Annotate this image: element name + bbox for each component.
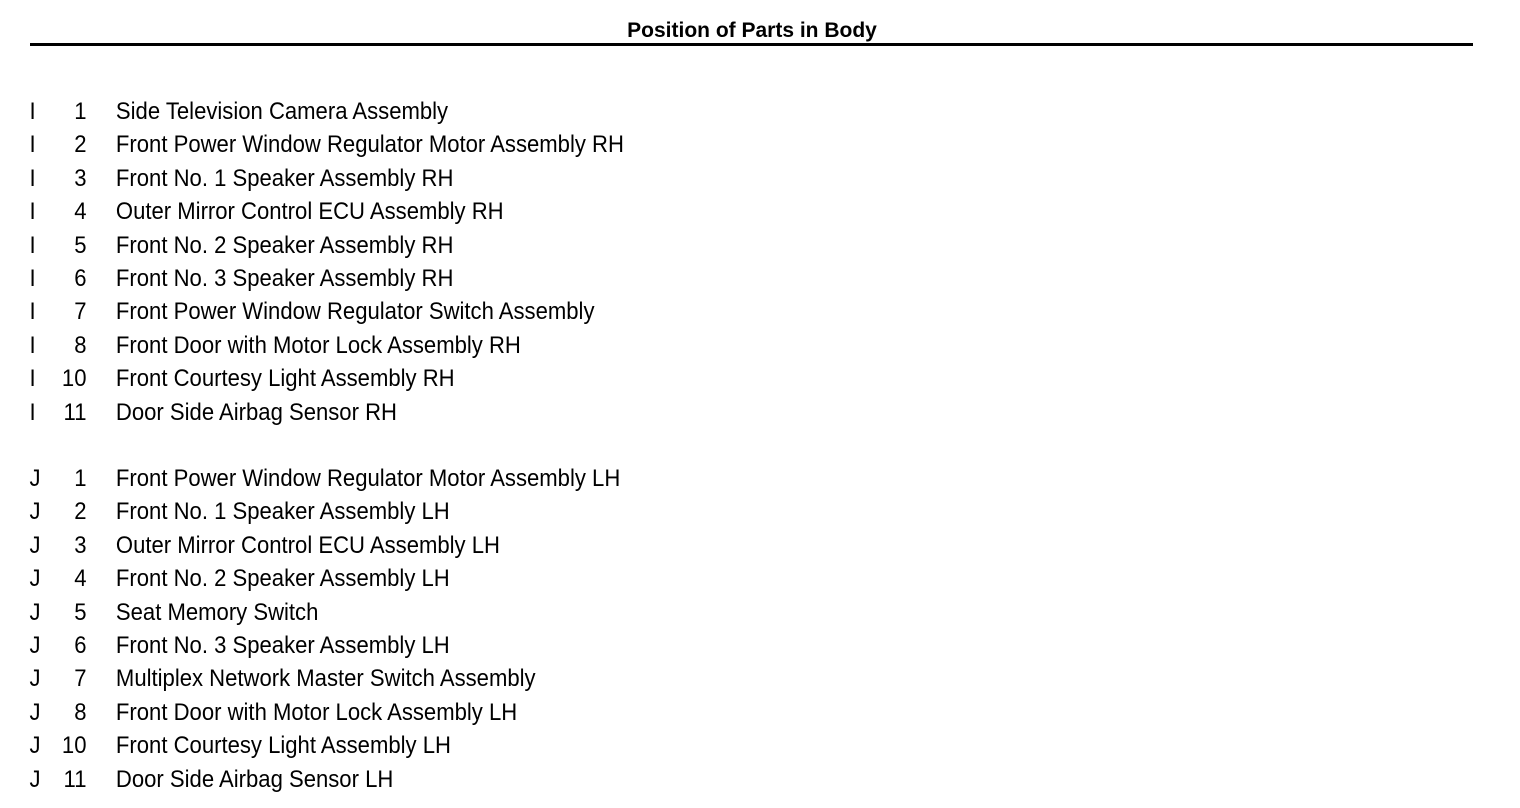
part-number: 5 [74, 231, 87, 259]
part-location: I [29, 264, 36, 292]
part-row [0, 629, 920, 662]
part-number: 4 [74, 565, 87, 593]
part-number: 6 [74, 264, 87, 292]
part-name: Seat Memory Switch [115, 598, 319, 626]
part-row [0, 696, 920, 729]
part-location: J [29, 498, 41, 526]
part-location: J [29, 698, 41, 726]
part-name: Front Power Window Regulator Motor Assembly RH [115, 131, 624, 159]
part-row [0, 763, 920, 796]
part-number: 1 [74, 465, 87, 492]
part-row [0, 162, 920, 195]
part-row [0, 529, 920, 562]
part-number: 5 [74, 598, 87, 626]
part-row [0, 128, 920, 161]
part-location: I [29, 298, 36, 326]
part-number: 3 [74, 164, 87, 192]
part-row [0, 662, 920, 695]
part-number: 7 [74, 298, 87, 326]
part-row [0, 95, 920, 128]
part-row [0, 295, 920, 328]
part-number: 10 [61, 365, 87, 393]
part-number: 6 [74, 631, 87, 659]
part-number: 1 [74, 98, 87, 125]
part-row [0, 562, 920, 595]
parts-group-j [0, 462, 1000, 796]
part-number: 8 [74, 331, 87, 359]
part-number: 2 [74, 131, 87, 159]
part-name: Front Courtesy Light Assembly LH [115, 732, 451, 760]
part-name: Front No. 2 Speaker Assembly RH [115, 231, 454, 259]
part-number: 2 [74, 498, 87, 526]
part-name: Side Television Camera Assembly [115, 98, 449, 125]
part-name: Door Side Airbag Sensor LH [115, 765, 394, 793]
part-row [0, 362, 920, 395]
part-name: Front No. 1 Speaker Assembly LH [115, 498, 450, 526]
part-location: I [29, 365, 36, 393]
part-row [0, 596, 920, 629]
part-location: I [29, 198, 36, 226]
part-name: Outer Mirror Control ECU Assembly LH [115, 531, 500, 559]
part-number: 11 [63, 765, 87, 793]
part-row [0, 329, 920, 362]
part-location: J [29, 765, 41, 793]
part-name: Front No. 1 Speaker Assembly RH [115, 164, 454, 192]
part-row [0, 396, 920, 429]
part-location: J [29, 598, 41, 626]
part-number: 3 [74, 531, 87, 559]
part-name: Front Power Window Regulator Switch Assembly [115, 298, 595, 326]
part-row [0, 462, 920, 495]
part-name: Front Power Window Regulator Motor Assembly LH [115, 465, 621, 492]
part-row [0, 262, 920, 295]
part-number: 11 [63, 398, 87, 426]
part-location: J [29, 531, 41, 559]
part-location: I [29, 131, 36, 159]
part-number: 10 [61, 732, 87, 760]
part-name: Multiplex Network Master Switch Assembly [115, 665, 536, 693]
page-title: Position of Parts in Body [627, 19, 877, 42]
part-location: J [29, 665, 41, 693]
part-name: Front Door with Motor Lock Assembly LH [115, 698, 518, 726]
part-location: I [29, 164, 36, 192]
part-name: Door Side Airbag Sensor RH [115, 398, 397, 426]
part-name: Front Door with Motor Lock Assembly RH [115, 331, 521, 359]
part-location: I [29, 398, 36, 426]
parts-group-i [0, 95, 1000, 429]
part-row [0, 495, 920, 528]
part-name: Front No. 2 Speaker Assembly LH [115, 565, 450, 593]
part-row [0, 729, 920, 762]
part-location: J [29, 732, 41, 760]
part-row [0, 229, 920, 262]
part-location: J [29, 565, 41, 593]
part-name: Front No. 3 Speaker Assembly LH [115, 631, 450, 659]
title-divider [30, 43, 1473, 46]
part-name: Outer Mirror Control ECU Assembly RH [115, 198, 504, 226]
part-location: I [29, 231, 36, 259]
part-name: Front No. 3 Speaker Assembly RH [115, 264, 454, 292]
part-number: 4 [74, 198, 87, 226]
part-location: I [29, 98, 36, 125]
part-name: Front Courtesy Light Assembly RH [115, 365, 455, 393]
part-number: 8 [74, 698, 87, 726]
part-row [0, 195, 920, 228]
part-location: J [29, 465, 41, 492]
part-location: J [29, 631, 41, 659]
part-location: I [29, 331, 36, 359]
part-number: 7 [74, 665, 87, 693]
